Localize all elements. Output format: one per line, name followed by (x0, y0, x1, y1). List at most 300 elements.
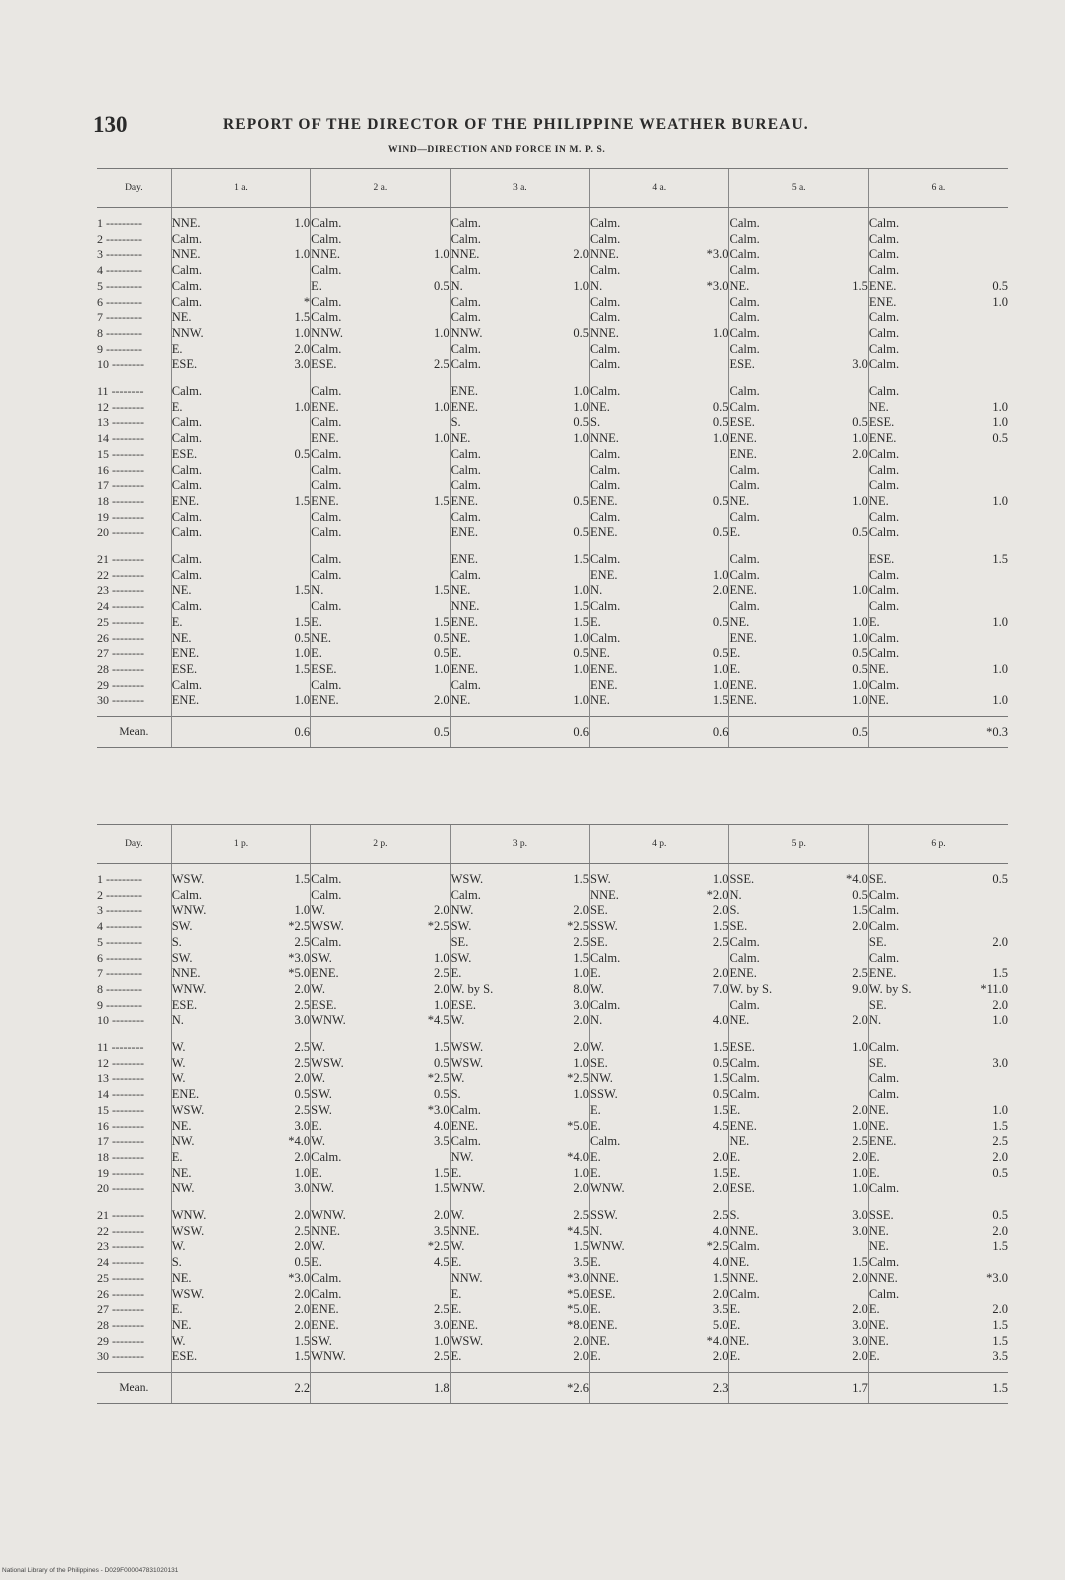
wind-direction-cell: ENE. (311, 1302, 405, 1318)
wind-force-cell: *3.0 (427, 1102, 450, 1117)
wind-force-cell (266, 510, 311, 526)
wind-direction-cell: ENE. (590, 568, 684, 584)
wind-direction-cell: ESE. (729, 357, 823, 373)
table-row (97, 966, 1008, 982)
wind-direction-cell: SE. (729, 919, 823, 935)
day-cell (97, 631, 171, 647)
wind-force-cell: 2.0 (712, 1149, 729, 1164)
wind-force-cell: 1.0 (294, 325, 311, 340)
wind-force-cell: 2.0 (433, 1208, 450, 1223)
day-leader: -------- (109, 415, 144, 430)
table-row (97, 1349, 1008, 1372)
wind-force-cell: 0.5 (294, 630, 311, 645)
wind-force-cell: 2.5 (294, 934, 311, 949)
table-row (97, 888, 1008, 904)
wind-direction-cell: Calm. (311, 208, 405, 232)
wind-direction-cell: W. (171, 1056, 265, 1072)
wind-force-cell: 1.5 (433, 1181, 450, 1196)
day-leader: --------- (103, 872, 142, 886)
wind-direction-cell: ENE. (450, 615, 544, 631)
wind-direction-cell: Calm. (729, 295, 823, 311)
table-row (97, 935, 1008, 951)
day-cell (97, 415, 171, 431)
wind-force-cell: 0.5 (852, 661, 868, 676)
wind-force-cell: *3.0 (567, 1270, 590, 1285)
wind-direction-cell: Calm. (729, 263, 823, 279)
wind-direction-cell: E. (311, 1166, 405, 1182)
wind-direction-cell: ENE. (450, 662, 544, 678)
day-cell (97, 615, 171, 631)
wind-force-cell: 2.0 (433, 903, 450, 918)
wind-direction-cell: ENE. (171, 494, 265, 510)
wind-force-cell: 1.0 (992, 294, 1008, 309)
wind-direction-cell: Calm. (868, 463, 962, 479)
wind-direction-cell: NE. (868, 1224, 962, 1240)
wind-force-cell: *5.0 (567, 1286, 590, 1301)
wind-force-cell: *4.0 (846, 872, 868, 886)
wind-direction-cell: Calm. (729, 935, 823, 951)
day-number: 17 (97, 478, 109, 493)
wind-direction-cell: SSE. (729, 864, 823, 888)
wind-direction-cell: E. (868, 1150, 962, 1166)
wind-direction-cell: NE. (868, 1334, 962, 1350)
day-leader: -------- (109, 661, 144, 676)
wind-direction-cell: WNW. (590, 1181, 684, 1197)
wind-force-cell (266, 541, 311, 568)
wind-direction-cell: NE. (729, 279, 823, 295)
wind-direction-cell: Calm. (311, 415, 405, 431)
wind-force-cell: 3.0 (294, 1118, 311, 1133)
day-cell (97, 279, 171, 295)
wind-direction-cell: Calm. (868, 1087, 962, 1103)
wind-force-cell (684, 998, 729, 1014)
day-leader: -------- (109, 1349, 144, 1364)
wind-direction-cell: WSW. (311, 1056, 405, 1072)
wind-force-cell: 2.0 (852, 446, 868, 461)
wind-direction-cell: W. by S. (868, 982, 962, 998)
wind-force-cell: *3.0 (986, 1270, 1008, 1285)
wind-force-cell: 1.5 (294, 872, 311, 886)
wind-direction-cell: Calm. (590, 373, 684, 400)
wind-force-cell: 1.0 (852, 1040, 868, 1055)
wind-direction-cell: E. (590, 966, 684, 982)
wind-direction-cell: SSE. (868, 1197, 962, 1224)
wind-force-cell (544, 232, 589, 248)
wind-force-cell (963, 447, 1008, 463)
mean-spacer (590, 717, 684, 748)
wind-direction-cell: Calm. (729, 541, 823, 568)
wind-direction-cell: ESE. (171, 998, 265, 1014)
wind-force-cell: *2.5 (567, 919, 590, 934)
wind-direction-cell: E. (590, 1103, 684, 1119)
wind-force-cell: 2.0 (294, 1317, 311, 1332)
wind-force-cell: 3.0 (992, 1055, 1008, 1070)
wind-force-cell: 2.0 (573, 1349, 590, 1364)
wind-force-cell: *2.5 (427, 919, 450, 934)
wind-force-cell: 1.0 (992, 614, 1008, 629)
wind-direction-cell: W. (450, 1013, 544, 1029)
wind-force-cell: 2.0 (852, 919, 868, 934)
day-cell (97, 1197, 171, 1224)
wind-force-cell: 1.0 (852, 614, 868, 629)
wind-direction-cell: ENE. (450, 494, 544, 510)
wind-force-cell (405, 208, 450, 232)
wind-force-cell (963, 919, 1008, 935)
wind-direction-cell: E. (171, 1150, 265, 1166)
wind-direction-cell: E. (868, 1166, 962, 1182)
wind-direction-cell: SW. (450, 951, 544, 967)
wind-force-cell: 2.5 (433, 966, 450, 981)
day-cell (97, 646, 171, 662)
wind-force-cell: 1.0 (294, 693, 311, 708)
day-number: 22 (97, 567, 109, 582)
wind-force-cell (963, 247, 1008, 263)
wind-direction-cell: Calm. (450, 232, 544, 248)
wind-direction-cell: N. (590, 1013, 684, 1029)
table-row (97, 1166, 1008, 1182)
wind-force-cell (544, 678, 589, 694)
wind-direction-cell: W. (311, 1029, 405, 1056)
day-leader: -------- (109, 1181, 144, 1196)
wind-force-cell (963, 568, 1008, 584)
wind-direction-cell: Calm. (590, 295, 684, 311)
wind-force-cell: 2.0 (992, 934, 1008, 949)
wind-direction-cell: NNE. (729, 1271, 823, 1287)
day-number: 24 (97, 599, 109, 614)
day-leader: -------- (109, 630, 144, 645)
wind-direction-cell: NE. (729, 494, 823, 510)
wind-force-cell: 3.0 (294, 1013, 311, 1028)
day-number: 15 (97, 1102, 109, 1117)
wind-direction-cell: Calm. (590, 463, 684, 479)
day-column-header: Day. (97, 169, 171, 208)
wind-direction-cell: E. (590, 615, 684, 631)
wind-force-cell: 1.0 (294, 646, 311, 661)
wind-direction-cell: E. (590, 1255, 684, 1271)
wind-force-cell (544, 568, 589, 584)
wind-force-cell: 2.0 (573, 1181, 590, 1196)
wind-force-cell: 0.5 (573, 493, 590, 508)
wind-force-cell: 2.0 (712, 1286, 729, 1301)
wind-direction-cell: Calm. (868, 903, 962, 919)
day-number: 28 (97, 1317, 109, 1332)
wind-force-cell (405, 510, 450, 526)
table-row (97, 631, 1008, 647)
wind-direction-cell: ENE. (450, 525, 544, 541)
day-leader: -------- (109, 509, 144, 524)
wind-force-cell: 3.0 (852, 1317, 868, 1332)
wind-direction-cell: NE. (868, 1119, 962, 1135)
wind-force-cell (963, 1087, 1008, 1103)
day-leader: -------- (108, 1040, 144, 1055)
wind-force-cell: *2.5 (427, 1071, 450, 1086)
day-number: 1 (97, 872, 103, 886)
wind-force-cell: 7.0 (712, 981, 729, 996)
wind-direction-cell: Calm. (171, 295, 265, 311)
wind-direction-cell: Calm. (868, 1071, 962, 1087)
wind-direction-cell: WSW. (171, 1224, 265, 1240)
hour-column-header: 1 a. (171, 169, 310, 208)
wind-direction-cell: NNE. (450, 599, 544, 615)
wind-force-cell: 3.5 (992, 1349, 1008, 1364)
wind-force-cell: 1.5 (433, 1165, 450, 1180)
table-row (97, 463, 1008, 479)
day-number: 18 (97, 493, 109, 508)
wind-force-cell (963, 583, 1008, 599)
mean-spacer (868, 1373, 962, 1404)
wind-force-cell: 0.5 (992, 431, 1008, 446)
table-row (97, 1197, 1008, 1224)
wind-direction-cell: Calm. (868, 678, 962, 694)
hour-column-header: 6 a. (868, 169, 1008, 208)
wind-force-cell: 0.5 (712, 614, 729, 629)
wind-force-cell: 1.0 (852, 1165, 868, 1180)
wind-direction-cell: Calm. (868, 310, 962, 326)
wind-direction-cell: Calm. (311, 935, 405, 951)
table-row (97, 263, 1008, 279)
wind-force-cell: 1.0 (294, 1165, 311, 1180)
wind-direction-cell: ENE. (311, 966, 405, 982)
wind-direction-cell: SW. (311, 951, 405, 967)
wind-force-cell (963, 1071, 1008, 1087)
wind-force-cell: 0.5 (433, 1055, 450, 1070)
wind-force-cell: 2.0 (433, 693, 450, 708)
day-cell (97, 1302, 171, 1318)
wind-force-cell (963, 951, 1008, 967)
wind-force-cell (684, 463, 729, 479)
day-number: 5 (97, 934, 103, 949)
wind-direction-cell: Calm. (311, 864, 405, 888)
wind-direction-cell: Calm. (590, 357, 684, 373)
wind-force-cell: 2.0 (852, 1013, 868, 1028)
wind-force-cell: 1.5 (573, 552, 590, 567)
day-cell (97, 232, 171, 248)
wind-direction-cell: NNE. (729, 1224, 823, 1240)
wind-force-cell: 3.0 (852, 1223, 868, 1238)
wind-force-cell (963, 208, 1008, 232)
day-number: 5 (97, 278, 103, 293)
wind-force-cell: 0.5 (433, 1087, 450, 1102)
wind-direction-cell: E. (868, 615, 962, 631)
wind-direction-cell: Calm. (868, 478, 962, 494)
wind-force-cell: 1.5 (294, 493, 311, 508)
wind-direction-cell: NE. (450, 583, 544, 599)
wind-force-cell: 0.5 (433, 278, 450, 293)
wind-direction-cell: SW. (311, 1087, 405, 1103)
wind-force-cell: 1.0 (573, 384, 590, 399)
wind-direction-cell: ESE. (450, 998, 544, 1014)
mean-value: 1.7 (823, 1373, 868, 1404)
day-leader: -------- (109, 693, 144, 708)
wind-direction-cell: Calm. (729, 1087, 823, 1103)
wind-force-cell: 2.5 (573, 934, 590, 949)
day-leader: --------- (103, 981, 142, 996)
day-cell (97, 247, 171, 263)
wind-direction-cell: ENE. (868, 966, 962, 982)
wind-force-cell (823, 232, 868, 248)
day-leader: --------- (103, 263, 142, 278)
wind-force-cell (544, 342, 589, 358)
day-leader: -------- (109, 1102, 144, 1117)
wind-direction-cell: ESE. (729, 1029, 823, 1056)
wind-force-cell (963, 232, 1008, 248)
wind-force-cell: 2.0 (573, 247, 590, 262)
wind-direction-cell: Calm. (311, 310, 405, 326)
wind-force-cell: 2.0 (294, 1208, 311, 1223)
mean-spacer (311, 1373, 405, 1404)
wind-direction-cell: Calm. (450, 357, 544, 373)
wind-force-cell: 2.5 (712, 1208, 729, 1223)
wind-direction-cell: SE. (868, 998, 962, 1014)
wind-direction-cell: ENE. (868, 295, 962, 311)
table-row (97, 373, 1008, 400)
wind-force-cell (823, 599, 868, 615)
wind-force-cell: 1.5 (852, 1255, 868, 1270)
wind-force-cell: 0.5 (433, 630, 450, 645)
wind-direction-cell: ENE. (450, 1318, 544, 1334)
wind-direction-cell: Calm. (868, 599, 962, 615)
wind-direction-cell: Calm. (729, 998, 823, 1014)
table-row (97, 615, 1008, 631)
day-number: 18 (97, 1149, 109, 1164)
table-body (97, 208, 1008, 748)
wind-direction-cell: WNW. (311, 1349, 405, 1372)
wind-direction-cell: NNE. (311, 1224, 405, 1240)
wind-direction-cell: Calm. (590, 998, 684, 1014)
day-cell (97, 373, 171, 400)
day-leader: -------- (109, 1302, 144, 1317)
wind-direction-cell: Calm. (729, 208, 823, 232)
mean-row (97, 1373, 1008, 1404)
wind-direction-cell: NNW. (450, 326, 544, 342)
day-cell (97, 1134, 171, 1150)
wind-direction-cell: Calm. (171, 568, 265, 584)
wind-direction-cell: Calm. (450, 1103, 544, 1119)
wind-direction-cell: Calm. (171, 463, 265, 479)
wind-force-cell (405, 232, 450, 248)
wind-force-cell (405, 525, 450, 541)
wind-force-cell: *2.5 (427, 1239, 450, 1254)
wind-direction-cell: NE. (171, 1166, 265, 1182)
wind-force-cell: 1.0 (712, 872, 729, 886)
wind-force-cell: 1.5 (992, 1317, 1008, 1332)
wind-direction-cell: Calm. (729, 599, 823, 615)
table-row (97, 693, 1008, 716)
day-leader: -------- (109, 1208, 144, 1223)
table-row (97, 568, 1008, 584)
mean-value: 1.8 (405, 1373, 450, 1404)
wind-direction-cell: NE. (450, 631, 544, 647)
wind-force-cell (266, 232, 311, 248)
day-number: 29 (97, 677, 109, 692)
wind-direction-cell: E. (450, 1287, 544, 1303)
wind-direction-cell: SE. (590, 903, 684, 919)
wind-force-cell: 2.0 (573, 1333, 590, 1348)
day-leader: --------- (103, 216, 142, 230)
wind-direction-cell: Calm. (729, 400, 823, 416)
day-cell (97, 919, 171, 935)
wind-direction-cell: Calm. (868, 232, 962, 248)
day-cell (97, 1334, 171, 1350)
wind-force-cell (544, 888, 589, 904)
wind-force-cell (544, 295, 589, 311)
wind-force-cell: 1.0 (852, 431, 868, 446)
wind-force-cell (823, 1056, 868, 1072)
wind-force-cell: *4.0 (288, 1134, 311, 1149)
wind-force-cell: 0.5 (573, 415, 590, 430)
wind-force-cell (823, 463, 868, 479)
wind-force-cell: 2.0 (294, 1149, 311, 1164)
day-leader: -------- (109, 552, 144, 567)
table-row (97, 310, 1008, 326)
wind-force-cell: 1.0 (433, 431, 450, 446)
wind-force-cell: 1.0 (294, 903, 311, 918)
wind-direction-cell: SSW. (590, 919, 684, 935)
wind-direction-cell: E. (171, 615, 265, 631)
wind-force-cell: 1.5 (433, 493, 450, 508)
day-cell (97, 1056, 171, 1072)
table-row (97, 1334, 1008, 1350)
wind-direction-cell: WSW. (450, 1334, 544, 1350)
day-number: 11 (97, 1040, 109, 1055)
wind-direction-cell: NE. (729, 1134, 823, 1150)
table-row (97, 1056, 1008, 1072)
wind-force-cell: 0.5 (712, 1087, 729, 1102)
day-cell (97, 1087, 171, 1103)
wind-force-cell (963, 463, 1008, 479)
day-leader: -------- (109, 446, 144, 461)
wind-direction-cell: N. (171, 1013, 265, 1029)
wind-direction-cell: WNW. (590, 1239, 684, 1255)
day-number: 16 (97, 462, 109, 477)
day-cell (97, 431, 171, 447)
day-number: 3 (97, 903, 103, 918)
wind-direction-cell: Calm. (311, 510, 405, 526)
wind-direction-cell: ESE. (311, 998, 405, 1014)
wind-direction-cell: Calm. (729, 1071, 823, 1087)
wind-direction-cell: SE. (868, 864, 962, 888)
day-cell (97, 966, 171, 982)
wind-force-cell: 1.0 (712, 431, 729, 446)
wind-force-cell: 0.5 (712, 1055, 729, 1070)
wind-direction-cell: E. (868, 1349, 962, 1372)
wind-force-cell: 2.0 (852, 1149, 868, 1164)
wind-force-cell (963, 599, 1008, 615)
wind-direction-cell: Calm. (729, 478, 823, 494)
day-cell (97, 326, 171, 342)
wind-force-cell: 0.5 (294, 1087, 311, 1102)
wind-direction-cell: WNW. (171, 982, 265, 998)
wind-direction-cell: Calm. (171, 678, 265, 694)
wind-table-pm (97, 824, 1008, 1404)
wind-direction-cell: Calm. (868, 510, 962, 526)
wind-force-cell: 2.0 (992, 1149, 1008, 1164)
wind-force-cell: 1.5 (573, 614, 590, 629)
wind-direction-cell: W. by S. (450, 982, 544, 998)
wind-direction-cell: E. (868, 1302, 962, 1318)
wind-force-cell: 1.0 (573, 661, 590, 676)
wind-direction-cell: Calm. (590, 208, 684, 232)
wind-direction-cell: NE. (171, 310, 265, 326)
wind-direction-cell: ENE. (311, 693, 405, 716)
wind-direction-cell: Calm. (868, 568, 962, 584)
wind-direction-cell: Calm. (450, 463, 544, 479)
wind-force-cell: 3.5 (573, 1255, 590, 1270)
table-row (97, 951, 1008, 967)
wind-force-cell: 1.5 (573, 950, 590, 965)
wind-direction-cell: E. (729, 1103, 823, 1119)
wind-direction-cell: WSW. (450, 1029, 544, 1056)
